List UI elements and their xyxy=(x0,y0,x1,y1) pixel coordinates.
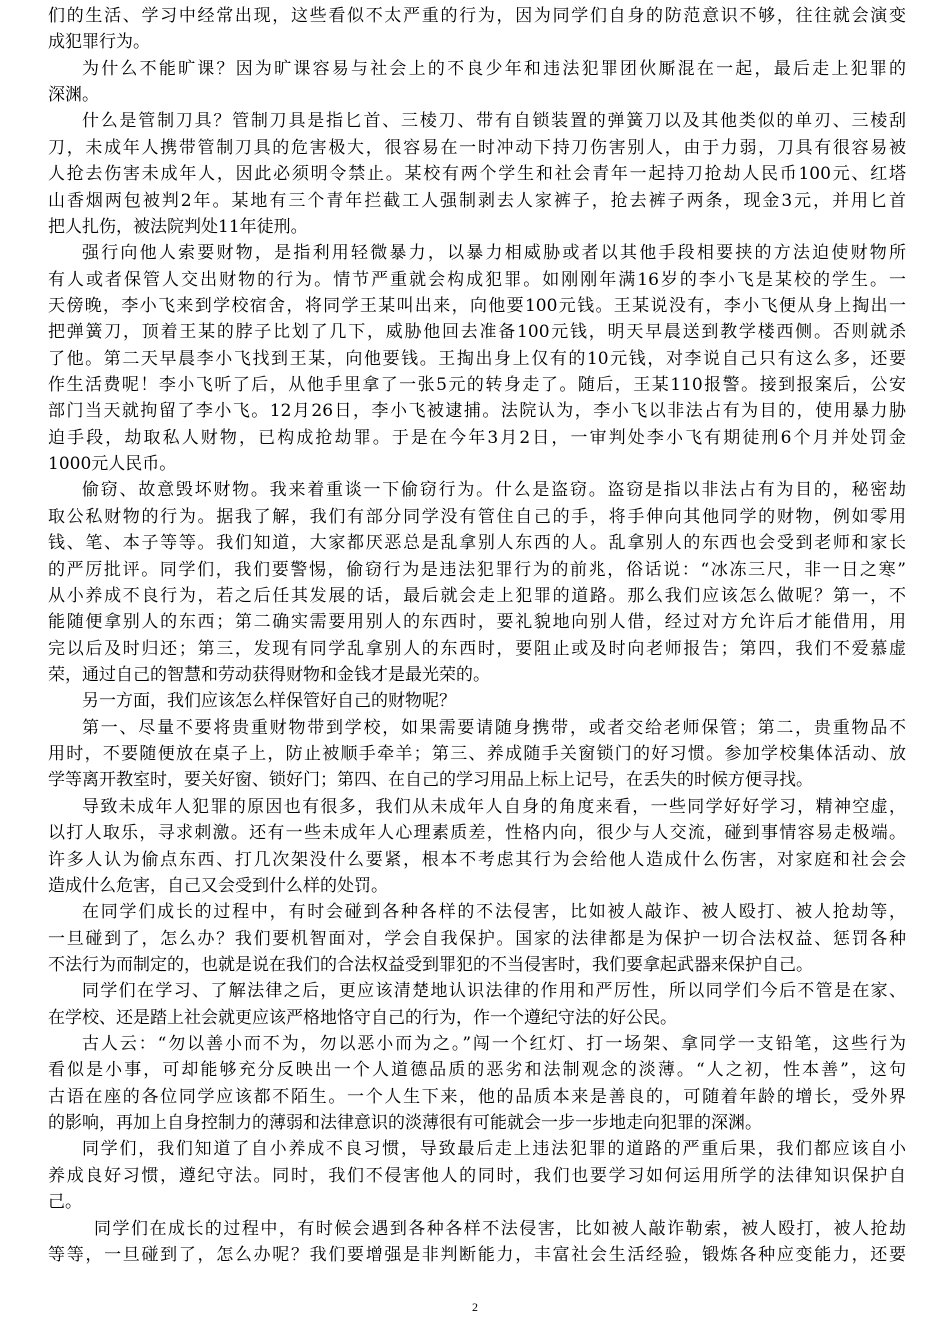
document-body xyxy=(48,3,906,1268)
text-line: 人抢去伤害未成年人，因此必须明令禁止。某校有两个学生和社会青年一起持刀抢劫人民币100元、红塔 xyxy=(48,164,906,185)
text-line: 有人或者保管人交出财物的行为。情节严重就会构成犯罪。如刚刚年满16岁的李小飞是某校的学生。一 xyxy=(48,269,906,290)
text-line: 导致未成年人犯罪的原因也有很多，我们从未成年人自身的角度来看，一些同学好好学习，精神空虚， xyxy=(82,796,906,817)
text-line: 深渊。 xyxy=(48,85,99,106)
text-line: 从小养成不良行为，若之后任其发展的话，最后就会走上犯罪的道路。那么我们应该怎么做呢？第一，不 xyxy=(48,585,906,606)
text-line: 山香烟两包被判2年。某地有三个青年拦截工人强制剥去人家裤子，抢去裤子两条，现金3元，并用匕首 xyxy=(48,190,906,211)
text-line: 在同学们成长的过程中，有时会碰到各种各样的不法侵害，比如被人敲诈、被人殴打、被人抢劫等， xyxy=(82,902,906,923)
paragraph xyxy=(48,715,906,794)
page-number: 2 xyxy=(472,1300,478,1314)
text-line: 同学们在学习、了解法律之后，更应该清楚地认识法律的作用和严厉性，所以同学们今后不管是在家、 xyxy=(82,981,906,1002)
paragraph xyxy=(48,688,906,714)
text-line: 以打人取乐，寻求刺激。还有一些未成年人心理素质差，性格内向，很少与人交流，碰到事情容易走极端。 xyxy=(48,823,906,844)
paragraph xyxy=(48,1136,906,1215)
text-line: 部门当天就拘留了李小飞。12月26日，李小飞被逮捕。法院认为，李小飞以非法占有为目的，使用暴力胁 xyxy=(48,401,906,422)
paragraph xyxy=(48,477,906,688)
text-line: 养成良好习惯，遵纪守法。同时，我们不侵害他人的同时，我们也要学习如何运用所学的法律知识保护自 xyxy=(48,1165,906,1186)
text-line: 把人扎伤，被法院判处11年徒刑。 xyxy=(48,216,308,237)
text-line: 天傍晚，李小飞来到学校宿舍，将同学王某叫出来，向他要100元钱。王某说没有，李小飞便从身上掏出一 xyxy=(48,295,906,316)
text-line: 强行向他人索要财物，是指利用轻微暴力，以暴力相威胁或者以其他手段相要挟的方法迫使财物所 xyxy=(82,243,906,264)
paragraph xyxy=(48,794,906,899)
text-line: 看似是小事，可却能够充分反映出一个人道德品质的恶劣和法制观念的淡薄。“人之初，性本善”，这句 xyxy=(48,1060,906,1081)
text-line: 用时，不要随便放在桌子上，防止被顺手牵羊；第三、养成随手关窗锁门的好习惯。参加学校集体活动、放 xyxy=(48,744,906,765)
text-line: 学等离开教室时，要关好窗、锁好门；第四、在自己的学习用品上标上记号，在丢失的时候方便寻找。 xyxy=(48,770,813,791)
paragraph xyxy=(48,108,906,240)
text-line: 另一方面，我们应该怎么样保管好自己的财物呢？ xyxy=(82,691,456,712)
text-line: 什么是管制刀具？管制刀具是指匕首、三棱刀、带有自锁装置的弹簧刀以及其他类似的单刃、三棱刮 xyxy=(82,111,906,132)
text-line: 作生活费呢！李小飞听了后，从他手里拿了一张5元的转身走了。随后，王某110报警。接到报案后，公安 xyxy=(48,375,906,396)
paragraph xyxy=(48,3,906,56)
paragraph xyxy=(48,899,906,978)
text-line: 第一、尽量不要将贵重财物带到学校，如果需要请随身携带，或者交给老师保管；第二，贵重物品不 xyxy=(82,717,906,738)
paragraph xyxy=(48,1031,906,1136)
text-line: 钱、笔、本子等等。我们知道，大家都厌恶总是乱拿别人东西的人。乱拿别人的东西也会受到老师和家长 xyxy=(48,533,906,554)
text-line: 1000元人民币。 xyxy=(48,454,177,475)
text-line: 许多人认为偷点东西、打几次架没什么要紧，根本不考虑其行为会给他人造成什么伤害，对家庭和社会会 xyxy=(48,849,906,870)
paragraph xyxy=(48,1216,906,1269)
text-line: 古人云：“勿以善小而不为，勿以恶小而为之。”闯一个红灯、打一场架、拿同学一支铅笔，这些行为 xyxy=(82,1034,906,1055)
text-line: 的影响，再加上自身控制力的薄弱和法律意识的淡薄很有可能就会一步一步地走向犯罪的深渊。 xyxy=(48,1113,762,1134)
text-line: 同学们，我们知道了自小养成不良习惯，导致最后走上违法犯罪的道路的严重后果，我们都应该自小 xyxy=(82,1139,906,1160)
text-line: 荣，通过自己的智慧和劳动获得财物和金钱才是最光荣的。 xyxy=(48,664,490,685)
text-line: 把弹簧刀，顶着王某的脖子比划了几下，威胁他回去准备100元钱，明天早晨送到教学楼西侧。否则就杀 xyxy=(48,322,906,343)
text-line: 不法行为而制定的，也就是说在我们的合法权益受到罪犯的不当侵害时，我们要拿起武器来保护自己。 xyxy=(48,954,813,975)
text-line: 等等，一旦碰到了，怎么办呢？我们要增强是非判断能力，丰富社会生活经验，锻炼各种应变能力，还要 xyxy=(48,1244,906,1265)
text-line: 造成什么危害，自己又会受到什么样的处罚。 xyxy=(48,875,388,896)
text-line: 己。 xyxy=(48,1192,82,1213)
text-line: 刀，未成年人携带管制刀具的危害极大，很容易在一时冲动下持刀伤害别人，由于力弱，刀具有很容易被 xyxy=(48,137,906,158)
text-line: 在学校、还是踏上社会就更应该严格地恪守自己的行为，作一个遵纪守法的好公民。 xyxy=(48,1007,677,1028)
paragraph xyxy=(48,240,906,477)
paragraph xyxy=(48,978,906,1031)
text-line: 的严厉批评。同学们，我们要警惕，偷窃行为是违法犯罪行为的前兆，俗话说：“冰冻三尺，非一日之寒” xyxy=(48,559,906,580)
text-line: 古语在座的各位同学应该都不陌生。一个人生下来，他的品质本来是善良的，可随着年龄的增长，受外界 xyxy=(48,1086,906,1107)
text-line: 能随便拿别人的东西；第二确实需要用别人的东西时，要礼貌地向别人借，经过对方允许后才能借用，用 xyxy=(48,612,906,633)
text-line: 迫手段，劫取私人财物，已构成抢劫罪。于是在今年3月2日，一审判处李小飞有期徒刑6个月并处罚金 xyxy=(48,427,906,448)
text-line: 们的生活、学习中经常出现，这些看似不太严重的行为，因为同学们自身的防范意识不够，往往就会演变 xyxy=(48,6,906,26)
text-line: 一旦碰到了，怎么办？我们要机智面对，学会自我保护。国家的法律都是为保护一切合法权益、惩罚各种 xyxy=(48,928,906,949)
text-line: 为什么不能旷课？因为旷课容易与社会上的不良少年和违法犯罪团伙厮混在一起，最后走上犯罪的 xyxy=(82,58,906,79)
text-line: 取公私财物的行为。据我了解，我们有部分同学没有管住自己的手，将手伸向其他同学的财物，例如零用 xyxy=(48,506,906,527)
text-line: 成犯罪行为。 xyxy=(48,32,150,53)
text-line: 完以后及时归还；第三，发现有同学乱拿别人的东西时，要阻止或及时向老师报告；第四，我们不爱慕虚 xyxy=(48,638,906,659)
text-line: 同学们在成长的过程中，有时候会遇到各种各样不法侵害，比如被人敲诈勒索，被人殴打，被人抢劫 xyxy=(94,1218,906,1239)
paragraph xyxy=(48,56,906,109)
text-line: 了他。第二天早晨李小飞找到王某，向他要钱。王掏出身上仅有的10元钱，对李说自己只有这么多，还要 xyxy=(48,348,906,369)
text-line: 偷窃、故意毁坏财物。我来着重谈一下偷窃行为。什么是盗窃。盗窃是指以非法占有为目的，秘密劫 xyxy=(82,480,906,501)
